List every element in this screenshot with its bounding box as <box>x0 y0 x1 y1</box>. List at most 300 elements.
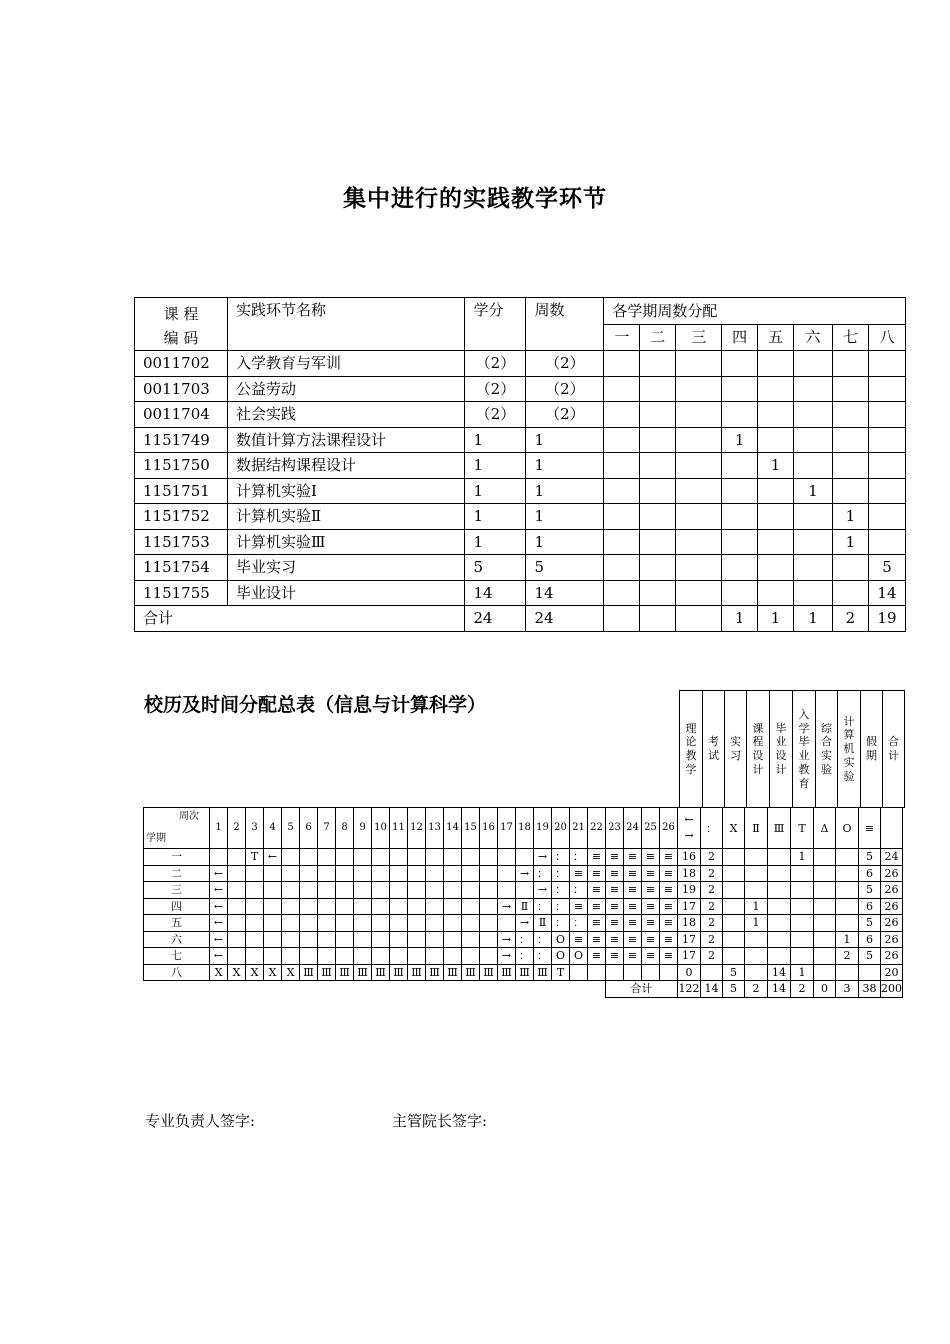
semester-weeks <box>676 529 722 555</box>
semester-weeks <box>868 351 905 377</box>
summary-value: 1 <box>745 915 768 932</box>
week-cell: ： <box>552 898 570 915</box>
summary-value: 26 <box>881 948 903 965</box>
summary-header <box>838 691 861 808</box>
table-row <box>135 402 906 428</box>
week-cell <box>354 865 372 882</box>
semester-weeks <box>640 453 676 479</box>
summary-symbol: Ⅱ <box>745 808 768 849</box>
course-code: 1151753 <box>135 529 228 555</box>
week-cell <box>300 882 318 899</box>
semester-header: 七 <box>832 324 868 351</box>
week-cell <box>264 948 282 965</box>
summary-value <box>768 898 791 915</box>
week-cell <box>372 865 390 882</box>
week-cell: ≡ <box>624 931 642 948</box>
semester-weeks <box>832 555 868 581</box>
week-number: 16 <box>480 808 498 849</box>
week-cell <box>408 948 426 965</box>
summary-header-label: 课程设计 <box>752 721 764 776</box>
summary-value: 1 <box>791 849 814 866</box>
summary-value: 6 <box>859 865 881 882</box>
semester-header: 六 <box>794 324 833 351</box>
week-number: 11 <box>390 808 408 849</box>
semester-weeks <box>794 453 833 479</box>
course-code: 0011702 <box>135 351 228 377</box>
summary-value: 26 <box>881 865 903 882</box>
week-cell <box>264 882 282 899</box>
semester-weeks <box>676 351 722 377</box>
week-number: 14 <box>444 808 462 849</box>
summary-value <box>836 915 859 932</box>
week-number: 23 <box>606 808 624 849</box>
semester-weeks <box>868 376 905 402</box>
semester-weeks <box>758 402 794 428</box>
table-row <box>135 351 906 377</box>
week-cell <box>372 931 390 948</box>
summary-value <box>745 882 768 899</box>
week-cell <box>336 865 354 882</box>
week-cell <box>408 849 426 866</box>
week-cell <box>282 931 300 948</box>
course-code: 0011703 <box>135 376 228 402</box>
week-cell <box>480 898 498 915</box>
semester-weeks <box>832 427 868 453</box>
summary-value <box>791 915 814 932</box>
summary-value: 1 <box>836 931 859 948</box>
week-cell: Ⅲ <box>462 964 480 981</box>
week-cell <box>426 948 444 965</box>
summary-value: 1 <box>791 964 814 981</box>
weeks: 1 <box>526 427 604 453</box>
week-cell: ≡ <box>642 931 660 948</box>
week-cell <box>444 849 462 866</box>
semester-weeks <box>676 402 722 428</box>
week-cell <box>408 898 426 915</box>
week-cell: ： <box>552 915 570 932</box>
summary-symbol <box>881 808 903 849</box>
semester-weeks <box>640 504 676 530</box>
credit: 5 <box>465 555 526 581</box>
week-cell: Ⅲ <box>372 964 390 981</box>
summary-value: 16 <box>678 849 701 866</box>
corner-cell <box>144 808 210 849</box>
week-cell <box>462 882 480 899</box>
week-cell: ≡ <box>660 865 678 882</box>
week-cell: ≡ <box>588 948 606 965</box>
semester-header: 四 <box>722 324 758 351</box>
summary-value <box>723 948 745 965</box>
week-cell <box>606 964 624 981</box>
semester-weeks <box>868 504 905 530</box>
summary-value: 6 <box>859 931 881 948</box>
week-cell <box>426 931 444 948</box>
summary-value: 2 <box>836 948 859 965</box>
week-cell: → <box>534 849 552 866</box>
week-cell <box>354 898 372 915</box>
semester-weeks <box>832 580 868 606</box>
total-semester-weeks: 1 <box>794 606 833 632</box>
calendar-total-value: 2 <box>791 981 814 998</box>
week-cell <box>462 865 480 882</box>
week-cell: ≡ <box>606 898 624 915</box>
week-cell: ≡ <box>606 948 624 965</box>
summary-value: 2 <box>701 931 723 948</box>
practice-name: 公益劳动 <box>227 376 464 402</box>
semester-weeks <box>758 478 794 504</box>
table-row <box>135 529 906 555</box>
week-cell <box>390 865 408 882</box>
summary-value <box>723 882 745 899</box>
semester-weeks <box>722 555 758 581</box>
semester-weeks <box>604 580 640 606</box>
week-cell <box>228 948 246 965</box>
course-code: 1151755 <box>135 580 228 606</box>
week-cell: ≡ <box>606 849 624 866</box>
calendar-row <box>144 849 903 866</box>
week-cell <box>228 898 246 915</box>
semester-weeks <box>604 529 640 555</box>
calendar-row <box>144 964 903 981</box>
week-cell: ≡ <box>624 948 642 965</box>
course-code: 1151751 <box>135 478 228 504</box>
week-cell: X <box>264 964 282 981</box>
week-cell: → <box>498 898 516 915</box>
practice-name: 社会实践 <box>227 402 464 428</box>
semester-weeks <box>640 580 676 606</box>
semester-weeks: 1 <box>794 478 833 504</box>
week-cell <box>336 931 354 948</box>
semester-weeks: 5 <box>868 555 905 581</box>
week-cell <box>246 915 264 932</box>
semester-weeks <box>794 529 833 555</box>
week-cell: Ⅲ <box>354 964 372 981</box>
week-cell: X <box>246 964 264 981</box>
weeks: （2） <box>526 376 604 402</box>
semester-weeks <box>758 580 794 606</box>
credit: （2） <box>465 402 526 428</box>
summary-header <box>816 691 838 808</box>
calendar-row <box>144 931 903 948</box>
semester-weeks <box>868 453 905 479</box>
week-cell: ← <box>210 865 228 882</box>
week-cell <box>462 898 480 915</box>
header-practice-name: 实践环节名称 <box>227 298 464 351</box>
week-cell <box>354 915 372 932</box>
summary-value: 26 <box>881 931 903 948</box>
week-number: 17 <box>498 808 516 849</box>
week-cell: ≡ <box>660 882 678 899</box>
calendar-total-value: 200 <box>881 982 902 996</box>
week-cell: → <box>516 865 534 882</box>
week-cell: Ⅲ <box>534 964 552 981</box>
week-cell <box>336 849 354 866</box>
summary-symbol: X <box>723 808 745 849</box>
week-cell <box>516 882 534 899</box>
week-cell <box>228 882 246 899</box>
semester-weeks <box>640 376 676 402</box>
week-number: 10 <box>372 808 390 849</box>
semester-weeks <box>722 402 758 428</box>
summary-value: 1 <box>745 898 768 915</box>
semester-weeks <box>640 351 676 377</box>
calendar-row <box>144 915 903 932</box>
semester-weeks <box>640 555 676 581</box>
summary-value <box>814 915 836 932</box>
week-cell <box>480 915 498 932</box>
summary-value: 2 <box>701 882 723 899</box>
semester-weeks <box>832 478 868 504</box>
week-cell: ← <box>210 898 228 915</box>
course-code: 0011704 <box>135 402 228 428</box>
practice-name: 计算机实验Ⅱ <box>227 504 464 530</box>
week-cell: Ⅲ <box>426 964 444 981</box>
semester-weeks <box>722 376 758 402</box>
week-cell <box>444 882 462 899</box>
semester-weeks: 14 <box>868 580 905 606</box>
week-cell <box>390 898 408 915</box>
week-cell <box>390 948 408 965</box>
weeks: （2） <box>526 402 604 428</box>
summary-value <box>791 898 814 915</box>
calendar-total-value: 38 <box>859 981 881 998</box>
week-cell: X <box>210 964 228 981</box>
total-row <box>135 606 906 632</box>
semester-weeks <box>868 529 905 555</box>
summary-header-label: 假期 <box>866 735 877 762</box>
week-cell <box>246 898 264 915</box>
semester-weeks <box>794 402 833 428</box>
summary-value <box>701 964 723 981</box>
week-cell: O <box>552 948 570 965</box>
summary-value: 17 <box>678 948 701 965</box>
summary-value: 19 <box>678 882 701 899</box>
summary-value <box>723 849 745 866</box>
week-cell <box>498 849 516 866</box>
week-cell <box>246 948 264 965</box>
summary-value: 2 <box>701 915 723 932</box>
summary-value <box>859 964 881 981</box>
summary-value <box>768 882 791 899</box>
week-cell <box>588 964 606 981</box>
summary-value <box>814 882 836 899</box>
week-cell: ： <box>570 849 588 866</box>
semester-weeks <box>794 555 833 581</box>
week-cell <box>480 882 498 899</box>
semester-weeks <box>640 402 676 428</box>
week-cell <box>264 898 282 915</box>
summary-value: 2 <box>701 898 723 915</box>
week-cell <box>408 882 426 899</box>
week-cell: Ⅲ <box>318 964 336 981</box>
semester-weeks <box>832 376 868 402</box>
practice-name: 数据结构课程设计 <box>227 453 464 479</box>
total-semester-weeks: 19 <box>868 606 905 632</box>
credit: 1 <box>465 427 526 453</box>
week-cell <box>264 915 282 932</box>
calendar-table <box>143 807 903 998</box>
summary-value <box>723 915 745 932</box>
summary-symbol: Ⅲ <box>768 808 791 849</box>
week-cell <box>300 898 318 915</box>
week-cell: ： <box>516 948 534 965</box>
week-cell <box>408 865 426 882</box>
week-cell: ： <box>534 898 552 915</box>
week-cell: ≡ <box>588 915 606 932</box>
summary-value <box>745 931 768 948</box>
summary-value <box>836 882 859 899</box>
summary-value <box>768 948 791 965</box>
week-cell: ≡ <box>588 898 606 915</box>
week-cell: ≡ <box>588 882 606 899</box>
week-number: 1 <box>210 808 228 849</box>
semester-weeks <box>722 453 758 479</box>
table-row <box>135 555 906 581</box>
credit: 1 <box>465 478 526 504</box>
credit: （2） <box>465 351 526 377</box>
week-cell <box>516 849 534 866</box>
semester-weeks <box>604 351 640 377</box>
week-cell <box>444 865 462 882</box>
summary-header-label: 综合实验 <box>821 721 832 776</box>
summary-value: 2 <box>701 948 723 965</box>
summary-header <box>793 691 816 808</box>
week-cell: Ⅱ <box>534 915 552 932</box>
week-cell <box>336 898 354 915</box>
week-cell: ≡ <box>642 865 660 882</box>
practice-name: 计算机实验Ⅲ <box>227 529 464 555</box>
table-row <box>135 504 906 530</box>
calendar-total-value: 122 <box>678 982 700 996</box>
table-row <box>135 478 906 504</box>
week-cell <box>318 915 336 932</box>
summary-value <box>814 849 836 866</box>
week-cell: ← <box>210 882 228 899</box>
summary-value <box>836 964 859 981</box>
summary-header-label: 计算机实验 <box>843 714 855 783</box>
summary-value <box>814 964 836 981</box>
week-cell <box>372 898 390 915</box>
summary-header-table <box>679 690 905 808</box>
summary-header <box>680 691 703 808</box>
summary-value <box>791 865 814 882</box>
summary-value <box>791 882 814 899</box>
semester-weeks <box>604 376 640 402</box>
week-cell: Ⅲ <box>516 964 534 981</box>
weeks: 5 <box>526 555 604 581</box>
summary-value <box>745 948 768 965</box>
table-row <box>135 453 906 479</box>
week-cell <box>354 948 372 965</box>
semester-label: 四 <box>144 898 210 915</box>
week-cell: ： <box>534 865 552 882</box>
week-cell <box>246 865 264 882</box>
semester-weeks <box>676 376 722 402</box>
summary-value: 18 <box>678 915 701 932</box>
semester-weeks: 1 <box>758 453 794 479</box>
major-head-signature: 专业负责人签字: <box>145 1112 256 1130</box>
summary-value: 0 <box>678 964 701 981</box>
semester-weeks <box>722 529 758 555</box>
week-cell: → <box>498 948 516 965</box>
week-cell <box>300 849 318 866</box>
semester-weeks <box>640 427 676 453</box>
course-code: 1151752 <box>135 504 228 530</box>
week-cell <box>300 865 318 882</box>
semester-weeks <box>676 555 722 581</box>
semester-header: 五 <box>758 324 794 351</box>
week-cell: Ⅲ <box>444 964 462 981</box>
week-cell: ← <box>210 931 228 948</box>
week-number: 4 <box>264 808 282 849</box>
week-cell: Ⅲ <box>390 964 408 981</box>
semester-weeks <box>794 427 833 453</box>
week-cell <box>300 931 318 948</box>
week-cell: ≡ <box>588 931 606 948</box>
summary-value: 2 <box>701 865 723 882</box>
weeks: 1 <box>526 529 604 555</box>
summary-value <box>723 898 745 915</box>
week-number: 18 <box>516 808 534 849</box>
page-title: 集中进行的实践教学环节 <box>343 185 607 212</box>
week-cell <box>390 931 408 948</box>
semester-label: 一 <box>144 849 210 866</box>
calendar-title: 校历及时间分配总表（信息与计算科学） <box>144 694 487 716</box>
semester-weeks <box>640 478 676 504</box>
week-cell: ≡ <box>660 915 678 932</box>
week-cell: ≡ <box>642 849 660 866</box>
semester-weeks <box>758 427 794 453</box>
week-cell <box>570 964 588 981</box>
week-cell: ≡ <box>570 931 588 948</box>
practice-name: 计算机实验Ⅰ <box>227 478 464 504</box>
total-label: 合计 <box>135 606 465 632</box>
credit: 14 <box>465 580 526 606</box>
summary-header <box>883 691 905 808</box>
week-cell: ≡ <box>642 882 660 899</box>
semester-weeks <box>604 478 640 504</box>
semester-weeks <box>604 453 640 479</box>
week-cell <box>354 882 372 899</box>
week-number: 6 <box>300 808 318 849</box>
week-cell <box>264 931 282 948</box>
week-cell: ： <box>570 882 588 899</box>
week-cell <box>462 915 480 932</box>
week-cell: ： <box>534 931 552 948</box>
calendar-total-value: 0 <box>814 981 836 998</box>
semester-label: 五 <box>144 915 210 932</box>
calendar-total-value: 14 <box>768 981 791 998</box>
week-cell <box>318 898 336 915</box>
summary-value <box>791 931 814 948</box>
summary-value: 17 <box>678 931 701 948</box>
week-cell: ≡ <box>660 898 678 915</box>
week-cell <box>246 931 264 948</box>
summary-value: 5 <box>859 948 881 965</box>
week-cell: X <box>282 964 300 981</box>
week-cell <box>408 931 426 948</box>
total-credit: 24 <box>465 606 526 632</box>
calendar-total-label: 合计 <box>606 981 678 998</box>
summary-value <box>745 865 768 882</box>
week-number: 2 <box>228 808 246 849</box>
header-credit: 学分 <box>465 298 526 351</box>
week-cell: ≡ <box>624 915 642 932</box>
week-cell: → <box>534 882 552 899</box>
semester-weeks <box>676 504 722 530</box>
week-number: 7 <box>318 808 336 849</box>
credit: （2） <box>465 376 526 402</box>
